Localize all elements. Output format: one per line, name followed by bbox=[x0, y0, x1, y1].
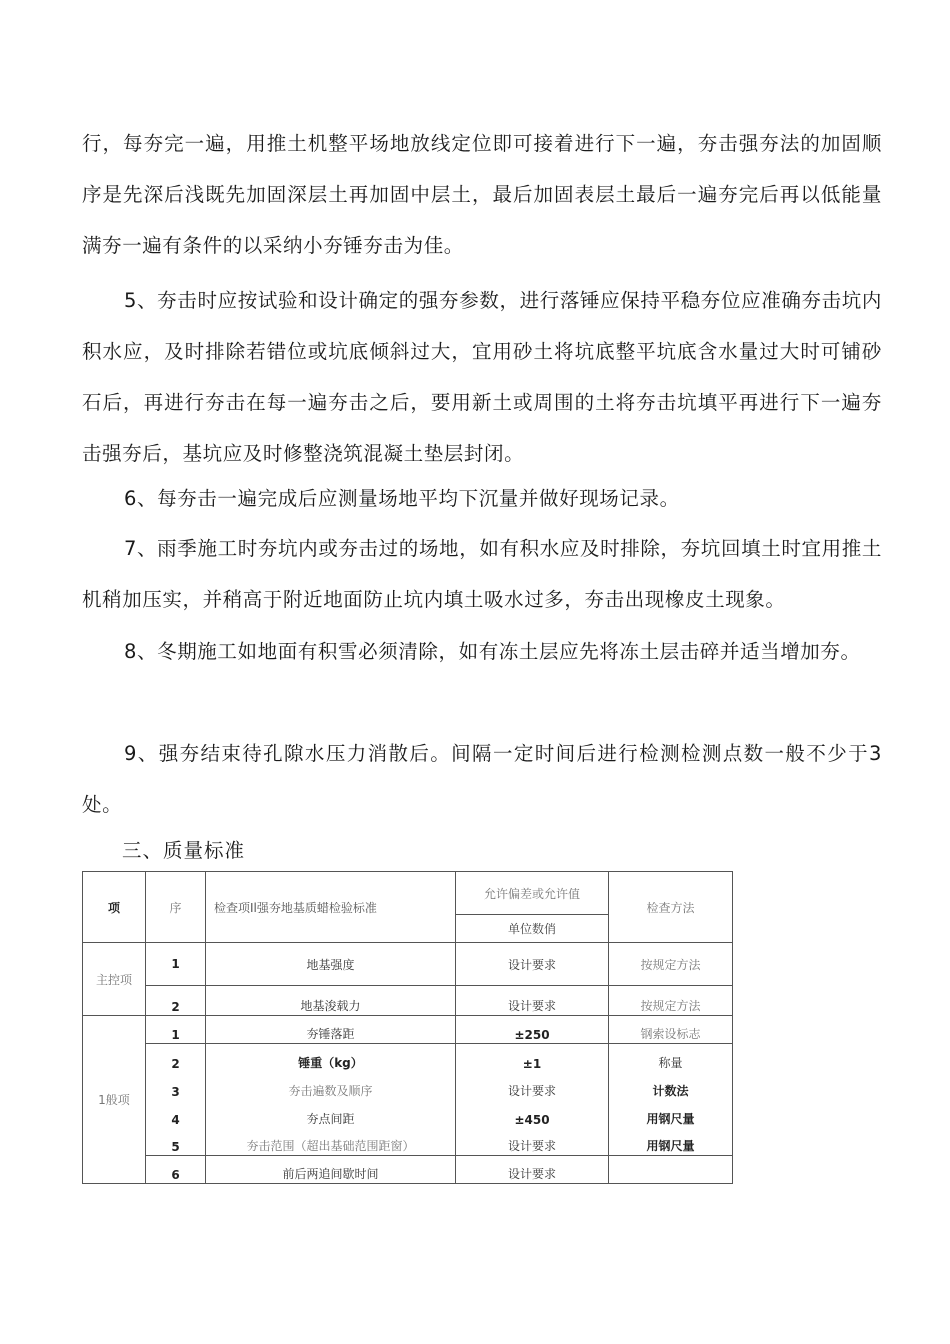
table-row bbox=[83, 943, 733, 986]
table-row bbox=[83, 1072, 733, 1100]
header-item: 项 bbox=[83, 872, 146, 943]
row-item: 夯锤落距 bbox=[206, 1016, 456, 1044]
row-seq: 2 bbox=[146, 1044, 206, 1072]
group-label-main: 主控项 bbox=[83, 943, 146, 1016]
row-seq: 3 bbox=[146, 1072, 206, 1100]
group-label-general: 1般项 bbox=[83, 1016, 146, 1184]
table-header-row bbox=[83, 872, 733, 915]
row-seq: 5 bbox=[146, 1128, 206, 1156]
row-value: ±1 bbox=[456, 1044, 609, 1072]
table-row bbox=[83, 1016, 733, 1044]
row-method: 钢索设标志 bbox=[609, 1016, 733, 1044]
row-value: 设计要求 bbox=[456, 1156, 609, 1184]
row-value: 设计要求 bbox=[456, 1072, 609, 1100]
row-seq: 4 bbox=[146, 1100, 206, 1128]
paragraph-compaction-order: 行，每夯完一遍，用推土机整平场地放线定位即可接着进行下一遍，夯击强夯法的加固顺序是先深后浅既先加固深层土再加固中层土，最后加固表层土最后一遍夯完后再以低能量满夯一遍有条件的以采纳小夯锤夯击为佳。 bbox=[82, 132, 882, 257]
row-seq: 1 bbox=[146, 1016, 206, 1044]
row-item: 夯点间距 bbox=[206, 1100, 456, 1128]
row-item: 锤重（kg） bbox=[206, 1044, 456, 1072]
paragraph-item-9: 9、强夯结束待孔隙水压力消散后。间隔一定时间后进行检测检测点数一般不少于3处。 bbox=[82, 742, 882, 816]
row-value: 设计要求 bbox=[456, 943, 609, 986]
paragraph-item-6: 6、每夯击一遍完成后应测量场地平均下沉量并做好现场记录。 bbox=[124, 487, 680, 510]
table-row bbox=[83, 1044, 733, 1072]
row-method: 用钢尺量 bbox=[609, 1128, 733, 1156]
table-row bbox=[83, 1100, 733, 1128]
row-method: 称量 bbox=[609, 1044, 733, 1072]
row-item: 地基强度 bbox=[206, 943, 456, 986]
header-tolerance: 允许偏差或允许值 bbox=[456, 872, 609, 915]
row-method bbox=[609, 1156, 733, 1184]
table-row bbox=[83, 1156, 733, 1184]
paragraph-item-5: 5、夯击时应按试验和设计确定的强夯参数，进行落锤应保持平稳夯位应准确夯击坑内积水应，及时排除若错位或坑底倾斜过大，宜用砂土将坑底整平坑底含水量过大时可铺砂石后，再进行夯击在每一遍夯击之后，要用新土或周围的土将夯击坑填平再进行下一遍夯击强夯后，基坑应及时修整浇筑混凝土垫层封闭。 bbox=[82, 289, 882, 465]
row-value: ±450 bbox=[456, 1100, 609, 1128]
row-seq: 1 bbox=[146, 943, 206, 986]
quality-standard-table bbox=[82, 871, 733, 1184]
row-value: 设计要求 bbox=[456, 1128, 609, 1156]
paragraph-item-7: 7、雨季施工时夯坑内或夯击过的场地，如有积水应及时排除，夯坑回填土时宜用推土机稍加压实，并稍高于附近地面防止坑内填土吸水过多，夯击出现橡皮土现象。 bbox=[82, 537, 882, 611]
row-value: ±250 bbox=[456, 1016, 609, 1044]
header-unit-value: 单位数俏 bbox=[456, 915, 609, 943]
table-row bbox=[83, 1128, 733, 1156]
header-method: 检查方法 bbox=[609, 872, 733, 943]
header-check-item: 检查项Il强夯地基质蜡检验标准 bbox=[206, 872, 456, 943]
row-seq: 2 bbox=[146, 986, 206, 1016]
row-method: 用钢尺量 bbox=[609, 1100, 733, 1128]
section-title-quality-standard: 三、质量标准 bbox=[122, 839, 246, 862]
row-item: 夯击范围（超出基础范围距窗） bbox=[206, 1128, 456, 1156]
row-item: 夯击遍数及顺序 bbox=[206, 1072, 456, 1100]
row-item: 地基浚载力 bbox=[206, 986, 456, 1016]
row-value: 设计要求 bbox=[456, 986, 609, 1016]
header-seq: 序 bbox=[146, 872, 206, 943]
row-seq: 6 bbox=[146, 1156, 206, 1184]
row-method: 计数法 bbox=[609, 1072, 733, 1100]
row-method: 按规定方法 bbox=[609, 986, 733, 1016]
table-row bbox=[83, 986, 733, 1016]
row-method: 按规定方法 bbox=[609, 943, 733, 986]
row-item: 前后两追间歇时间 bbox=[206, 1156, 456, 1184]
paragraph-item-8: 8、冬期施工如地面有积雪必须清除，如有冻土层应先将冻土层击碎并适当增加夯。 bbox=[124, 640, 861, 663]
